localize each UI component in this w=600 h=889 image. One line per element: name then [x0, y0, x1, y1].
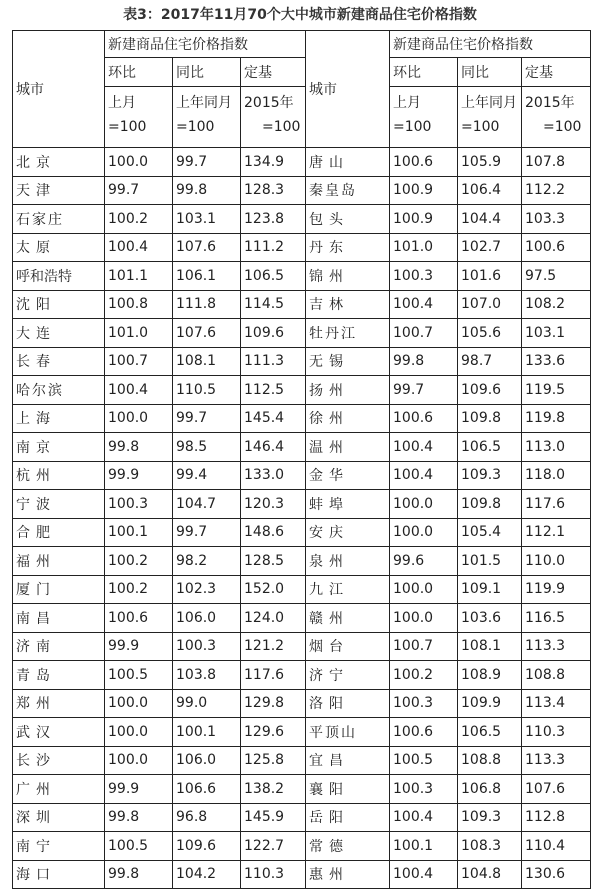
yoy-sub-header-right: 上年同月 =100	[458, 87, 522, 148]
table-row	[13, 860, 591, 889]
mom-value-right: 99.7	[390, 376, 458, 405]
city-name-left: 哈尔滨	[13, 376, 105, 405]
mom-value-left: 100.0	[105, 404, 173, 433]
index-group-header-left: 新建商品住宅价格指数	[105, 31, 306, 58]
base-value-left: 110.3	[241, 860, 306, 889]
table-row	[13, 718, 591, 747]
base-value-right: 119.8	[522, 404, 591, 433]
base-value-left: 128.3	[241, 176, 306, 205]
city-name-left: 厦门	[13, 575, 105, 604]
mom-value-left: 99.8	[105, 803, 173, 832]
base-value-right: 130.6	[522, 860, 591, 889]
city-name-left: 郑州	[13, 689, 105, 718]
table-row	[13, 575, 591, 604]
base-value-right: 97.5	[522, 262, 591, 291]
price-index-table	[12, 30, 591, 889]
mom-value-right: 100.0	[390, 518, 458, 547]
yoy-value-right: 108.3	[458, 832, 522, 861]
base-value-right: 107.6	[522, 775, 591, 804]
yoy-value-left: 99.8	[173, 176, 241, 205]
yoy-value-left: 106.0	[173, 604, 241, 633]
mom-value-left: 99.9	[105, 632, 173, 661]
table-row	[13, 461, 591, 490]
base-value-left: 152.0	[241, 575, 306, 604]
base-value-left: 134.9	[241, 148, 306, 177]
base-value-left: 120.3	[241, 490, 306, 519]
base-value-right: 113.0	[522, 433, 591, 462]
base-value-left: 124.0	[241, 604, 306, 633]
yoy-value-right: 106.4	[458, 176, 522, 205]
yoy-value-right: 101.5	[458, 547, 522, 576]
mom-value-right: 100.6	[390, 718, 458, 747]
yoy-value-left: 110.5	[173, 376, 241, 405]
yoy-value-left: 99.4	[173, 461, 241, 490]
city-name-right: 蚌埠	[306, 490, 390, 519]
base-header-left: 定基	[241, 58, 306, 87]
city-name-left: 深圳	[13, 803, 105, 832]
base-value-left: 133.0	[241, 461, 306, 490]
mom-value-left: 100.6	[105, 604, 173, 633]
yoy-value-right: 109.6	[458, 376, 522, 405]
yoy-value-right: 109.8	[458, 490, 522, 519]
base-value-right: 116.5	[522, 604, 591, 633]
mom-header-left: 环比	[105, 58, 173, 87]
base-value-left: 121.2	[241, 632, 306, 661]
city-name-left: 南昌	[13, 604, 105, 633]
base-sub-header-right: 2015年 =100	[522, 87, 591, 148]
table-row	[13, 632, 591, 661]
yoy-value-right: 108.8	[458, 746, 522, 775]
yoy-header-left: 同比	[173, 58, 241, 87]
table-title: 表3：2017年11月70个大中城市新建商品住宅价格指数	[123, 7, 477, 23]
city-name-right: 唐山	[306, 148, 390, 177]
mom-sub-header-left: 上月 =100	[105, 87, 173, 148]
base-value-right: 118.0	[522, 461, 591, 490]
base-value-left: 114.5	[241, 290, 306, 319]
base-value-left: 128.5	[241, 547, 306, 576]
base-value-left: 117.6	[241, 661, 306, 690]
table-row	[13, 262, 591, 291]
base-value-left: 123.8	[241, 205, 306, 234]
yoy-value-right: 109.3	[458, 461, 522, 490]
mom-value-right: 100.5	[390, 746, 458, 775]
yoy-value-left: 104.7	[173, 490, 241, 519]
yoy-value-right: 107.0	[458, 290, 522, 319]
city-name-right: 襄阳	[306, 775, 390, 804]
yoy-value-left: 99.0	[173, 689, 241, 718]
base-value-left: 109.6	[241, 319, 306, 348]
mom-value-right: 100.3	[390, 775, 458, 804]
yoy-value-left: 103.8	[173, 661, 241, 690]
mom-value-left: 101.0	[105, 319, 173, 348]
city-name-left: 大连	[13, 319, 105, 348]
yoy-value-right: 98.7	[458, 347, 522, 376]
mom-value-right: 100.9	[390, 205, 458, 234]
mom-value-left: 99.8	[105, 860, 173, 889]
city-name-right: 包头	[306, 205, 390, 234]
yoy-value-right: 106.5	[458, 433, 522, 462]
mom-value-left: 100.7	[105, 347, 173, 376]
mom-value-left: 100.0	[105, 718, 173, 747]
city-name-left: 杭州	[13, 461, 105, 490]
base-value-right: 110.0	[522, 547, 591, 576]
mom-value-right: 100.0	[390, 490, 458, 519]
table-row	[13, 148, 591, 177]
base-value-left: 106.5	[241, 262, 306, 291]
base-value-right: 108.8	[522, 661, 591, 690]
base-value-left: 138.2	[241, 775, 306, 804]
mom-value-left: 99.9	[105, 461, 173, 490]
table-row	[13, 176, 591, 205]
mom-value-left: 101.1	[105, 262, 173, 291]
yoy-value-right: 106.8	[458, 775, 522, 804]
base-value-right: 107.8	[522, 148, 591, 177]
city-name-right: 济宁	[306, 661, 390, 690]
table-row	[13, 490, 591, 519]
yoy-value-right: 108.9	[458, 661, 522, 690]
table-row	[13, 604, 591, 633]
yoy-value-left: 106.1	[173, 262, 241, 291]
mom-value-right: 100.0	[390, 575, 458, 604]
city-name-left: 石家庄	[13, 205, 105, 234]
base-value-left: 129.8	[241, 689, 306, 718]
yoy-value-left: 96.8	[173, 803, 241, 832]
city-name-left: 福州	[13, 547, 105, 576]
index-group-header-right: 新建商品住宅价格指数	[390, 31, 591, 58]
city-header-left: 城市	[13, 31, 105, 148]
mom-value-right: 101.0	[390, 233, 458, 262]
city-name-right: 徐州	[306, 404, 390, 433]
city-name-right: 温州	[306, 433, 390, 462]
city-name-left: 太原	[13, 233, 105, 262]
yoy-value-right: 103.6	[458, 604, 522, 633]
mom-value-right: 100.4	[390, 803, 458, 832]
city-name-left: 济南	[13, 632, 105, 661]
mom-value-left: 100.4	[105, 233, 173, 262]
mom-header-right: 环比	[390, 58, 458, 87]
mom-value-right: 100.9	[390, 176, 458, 205]
base-sub-header-left: 2015年 =100	[241, 87, 306, 148]
mom-value-right: 100.1	[390, 832, 458, 861]
city-name-left: 南宁	[13, 832, 105, 861]
yoy-value-right: 106.5	[458, 718, 522, 747]
mom-value-left: 100.2	[105, 205, 173, 234]
yoy-value-right: 109.9	[458, 689, 522, 718]
city-header-right: 城市	[306, 31, 390, 148]
base-value-right: 113.3	[522, 632, 591, 661]
mom-value-right: 100.7	[390, 319, 458, 348]
mom-value-right: 99.6	[390, 547, 458, 576]
base-value-right: 100.6	[522, 233, 591, 262]
mom-value-left: 100.0	[105, 148, 173, 177]
base-value-right: 113.3	[522, 746, 591, 775]
table-row	[13, 233, 591, 262]
city-name-left: 呼和浩特	[13, 262, 105, 291]
yoy-value-right: 108.1	[458, 632, 522, 661]
yoy-value-left: 104.2	[173, 860, 241, 889]
mom-value-right: 100.4	[390, 461, 458, 490]
yoy-value-left: 98.5	[173, 433, 241, 462]
yoy-value-left: 98.2	[173, 547, 241, 576]
base-value-left: 145.9	[241, 803, 306, 832]
mom-value-left: 100.5	[105, 832, 173, 861]
city-name-right: 洛阳	[306, 689, 390, 718]
base-value-right: 133.6	[522, 347, 591, 376]
city-name-left: 南京	[13, 433, 105, 462]
yoy-header-right: 同比	[458, 58, 522, 87]
yoy-value-left: 106.0	[173, 746, 241, 775]
yoy-sub-header-left: 上年同月 =100	[173, 87, 241, 148]
mom-value-right: 100.0	[390, 604, 458, 633]
mom-value-left: 100.3	[105, 490, 173, 519]
base-value-left: 146.4	[241, 433, 306, 462]
city-name-left: 合肥	[13, 518, 105, 547]
base-value-left: 111.3	[241, 347, 306, 376]
base-value-right: 110.3	[522, 718, 591, 747]
yoy-value-left: 103.1	[173, 205, 241, 234]
table-row	[13, 547, 591, 576]
table-row	[13, 832, 591, 861]
mom-value-right: 100.6	[390, 404, 458, 433]
base-value-right: 103.1	[522, 319, 591, 348]
table-row	[13, 205, 591, 234]
city-name-right: 锦州	[306, 262, 390, 291]
base-value-right: 119.9	[522, 575, 591, 604]
mom-value-left: 100.2	[105, 575, 173, 604]
city-name-right: 秦皇岛	[306, 176, 390, 205]
base-value-right: 108.2	[522, 290, 591, 319]
base-value-right: 119.5	[522, 376, 591, 405]
base-header-right: 定基	[522, 58, 591, 87]
city-name-left: 长春	[13, 347, 105, 376]
table-row	[13, 319, 591, 348]
yoy-value-left: 99.7	[173, 518, 241, 547]
city-name-left: 海口	[13, 860, 105, 889]
base-value-right: 112.2	[522, 176, 591, 205]
table-row	[13, 518, 591, 547]
mom-value-left: 100.4	[105, 376, 173, 405]
base-value-right: 110.4	[522, 832, 591, 861]
yoy-value-left: 111.8	[173, 290, 241, 319]
yoy-value-right: 109.1	[458, 575, 522, 604]
base-value-left: 148.6	[241, 518, 306, 547]
mom-value-right: 100.6	[390, 148, 458, 177]
mom-value-left: 100.8	[105, 290, 173, 319]
yoy-value-right: 101.6	[458, 262, 522, 291]
city-name-left: 北京	[13, 148, 105, 177]
table-row	[13, 347, 591, 376]
mom-value-left: 99.9	[105, 775, 173, 804]
yoy-value-right: 109.3	[458, 803, 522, 832]
yoy-value-right: 102.7	[458, 233, 522, 262]
mom-value-left: 100.2	[105, 547, 173, 576]
yoy-value-left: 99.7	[173, 148, 241, 177]
city-name-right: 九江	[306, 575, 390, 604]
city-name-left: 武汉	[13, 718, 105, 747]
city-name-right: 扬州	[306, 376, 390, 405]
yoy-value-left: 107.6	[173, 233, 241, 262]
base-value-left: 111.2	[241, 233, 306, 262]
yoy-value-left: 109.6	[173, 832, 241, 861]
table-row	[13, 433, 591, 462]
base-value-right: 112.1	[522, 518, 591, 547]
table-row	[13, 404, 591, 433]
yoy-value-left: 100.1	[173, 718, 241, 747]
yoy-value-right: 105.9	[458, 148, 522, 177]
yoy-value-left: 106.6	[173, 775, 241, 804]
city-name-right: 常德	[306, 832, 390, 861]
yoy-value-left: 102.3	[173, 575, 241, 604]
city-name-right: 吉林	[306, 290, 390, 319]
yoy-value-right: 105.6	[458, 319, 522, 348]
mom-value-left: 100.0	[105, 689, 173, 718]
mom-value-right: 100.2	[390, 661, 458, 690]
yoy-value-left: 108.1	[173, 347, 241, 376]
base-value-left: 125.8	[241, 746, 306, 775]
city-name-right: 丹东	[306, 233, 390, 262]
base-value-right: 113.4	[522, 689, 591, 718]
base-value-left: 122.7	[241, 832, 306, 861]
mom-value-left: 99.7	[105, 176, 173, 205]
mom-value-right: 100.3	[390, 262, 458, 291]
mom-value-right: 100.7	[390, 632, 458, 661]
base-value-left: 145.4	[241, 404, 306, 433]
table-row	[13, 775, 591, 804]
table-row	[13, 290, 591, 319]
table-row	[13, 803, 591, 832]
city-name-right: 赣州	[306, 604, 390, 633]
city-name-right: 安庆	[306, 518, 390, 547]
mom-value-left: 100.0	[105, 746, 173, 775]
mom-value-left: 100.1	[105, 518, 173, 547]
mom-value-right: 99.8	[390, 347, 458, 376]
city-name-left: 天津	[13, 176, 105, 205]
yoy-value-right: 105.4	[458, 518, 522, 547]
base-value-right: 112.8	[522, 803, 591, 832]
yoy-value-left: 99.7	[173, 404, 241, 433]
city-name-right: 岳阳	[306, 803, 390, 832]
city-name-right: 惠州	[306, 860, 390, 889]
base-value-right: 103.3	[522, 205, 591, 234]
city-name-right: 牡丹江	[306, 319, 390, 348]
city-name-right: 平顶山	[306, 718, 390, 747]
mom-sub-header-right: 上月 =100	[390, 87, 458, 148]
yoy-value-right: 104.4	[458, 205, 522, 234]
city-name-left: 上海	[13, 404, 105, 433]
table-row	[13, 376, 591, 405]
mom-value-right: 100.4	[390, 290, 458, 319]
yoy-value-left: 107.6	[173, 319, 241, 348]
city-name-right: 宜昌	[306, 746, 390, 775]
city-name-left: 广州	[13, 775, 105, 804]
yoy-value-right: 104.8	[458, 860, 522, 889]
base-value-left: 112.5	[241, 376, 306, 405]
base-value-right: 117.6	[522, 490, 591, 519]
table-row	[13, 661, 591, 690]
city-name-right: 烟台	[306, 632, 390, 661]
yoy-value-right: 109.8	[458, 404, 522, 433]
mom-value-left: 99.8	[105, 433, 173, 462]
yoy-value-left: 100.3	[173, 632, 241, 661]
city-name-left: 长沙	[13, 746, 105, 775]
mom-value-left: 100.5	[105, 661, 173, 690]
mom-value-right: 100.4	[390, 433, 458, 462]
mom-value-right: 100.3	[390, 689, 458, 718]
base-value-left: 129.6	[241, 718, 306, 747]
table-row	[13, 689, 591, 718]
city-name-right: 金华	[306, 461, 390, 490]
city-name-left: 宁波	[13, 490, 105, 519]
mom-value-right: 100.4	[390, 860, 458, 889]
city-name-left: 沈阳	[13, 290, 105, 319]
table-row	[13, 746, 591, 775]
city-name-right: 泉州	[306, 547, 390, 576]
city-name-right: 无锡	[306, 347, 390, 376]
city-name-left: 青岛	[13, 661, 105, 690]
